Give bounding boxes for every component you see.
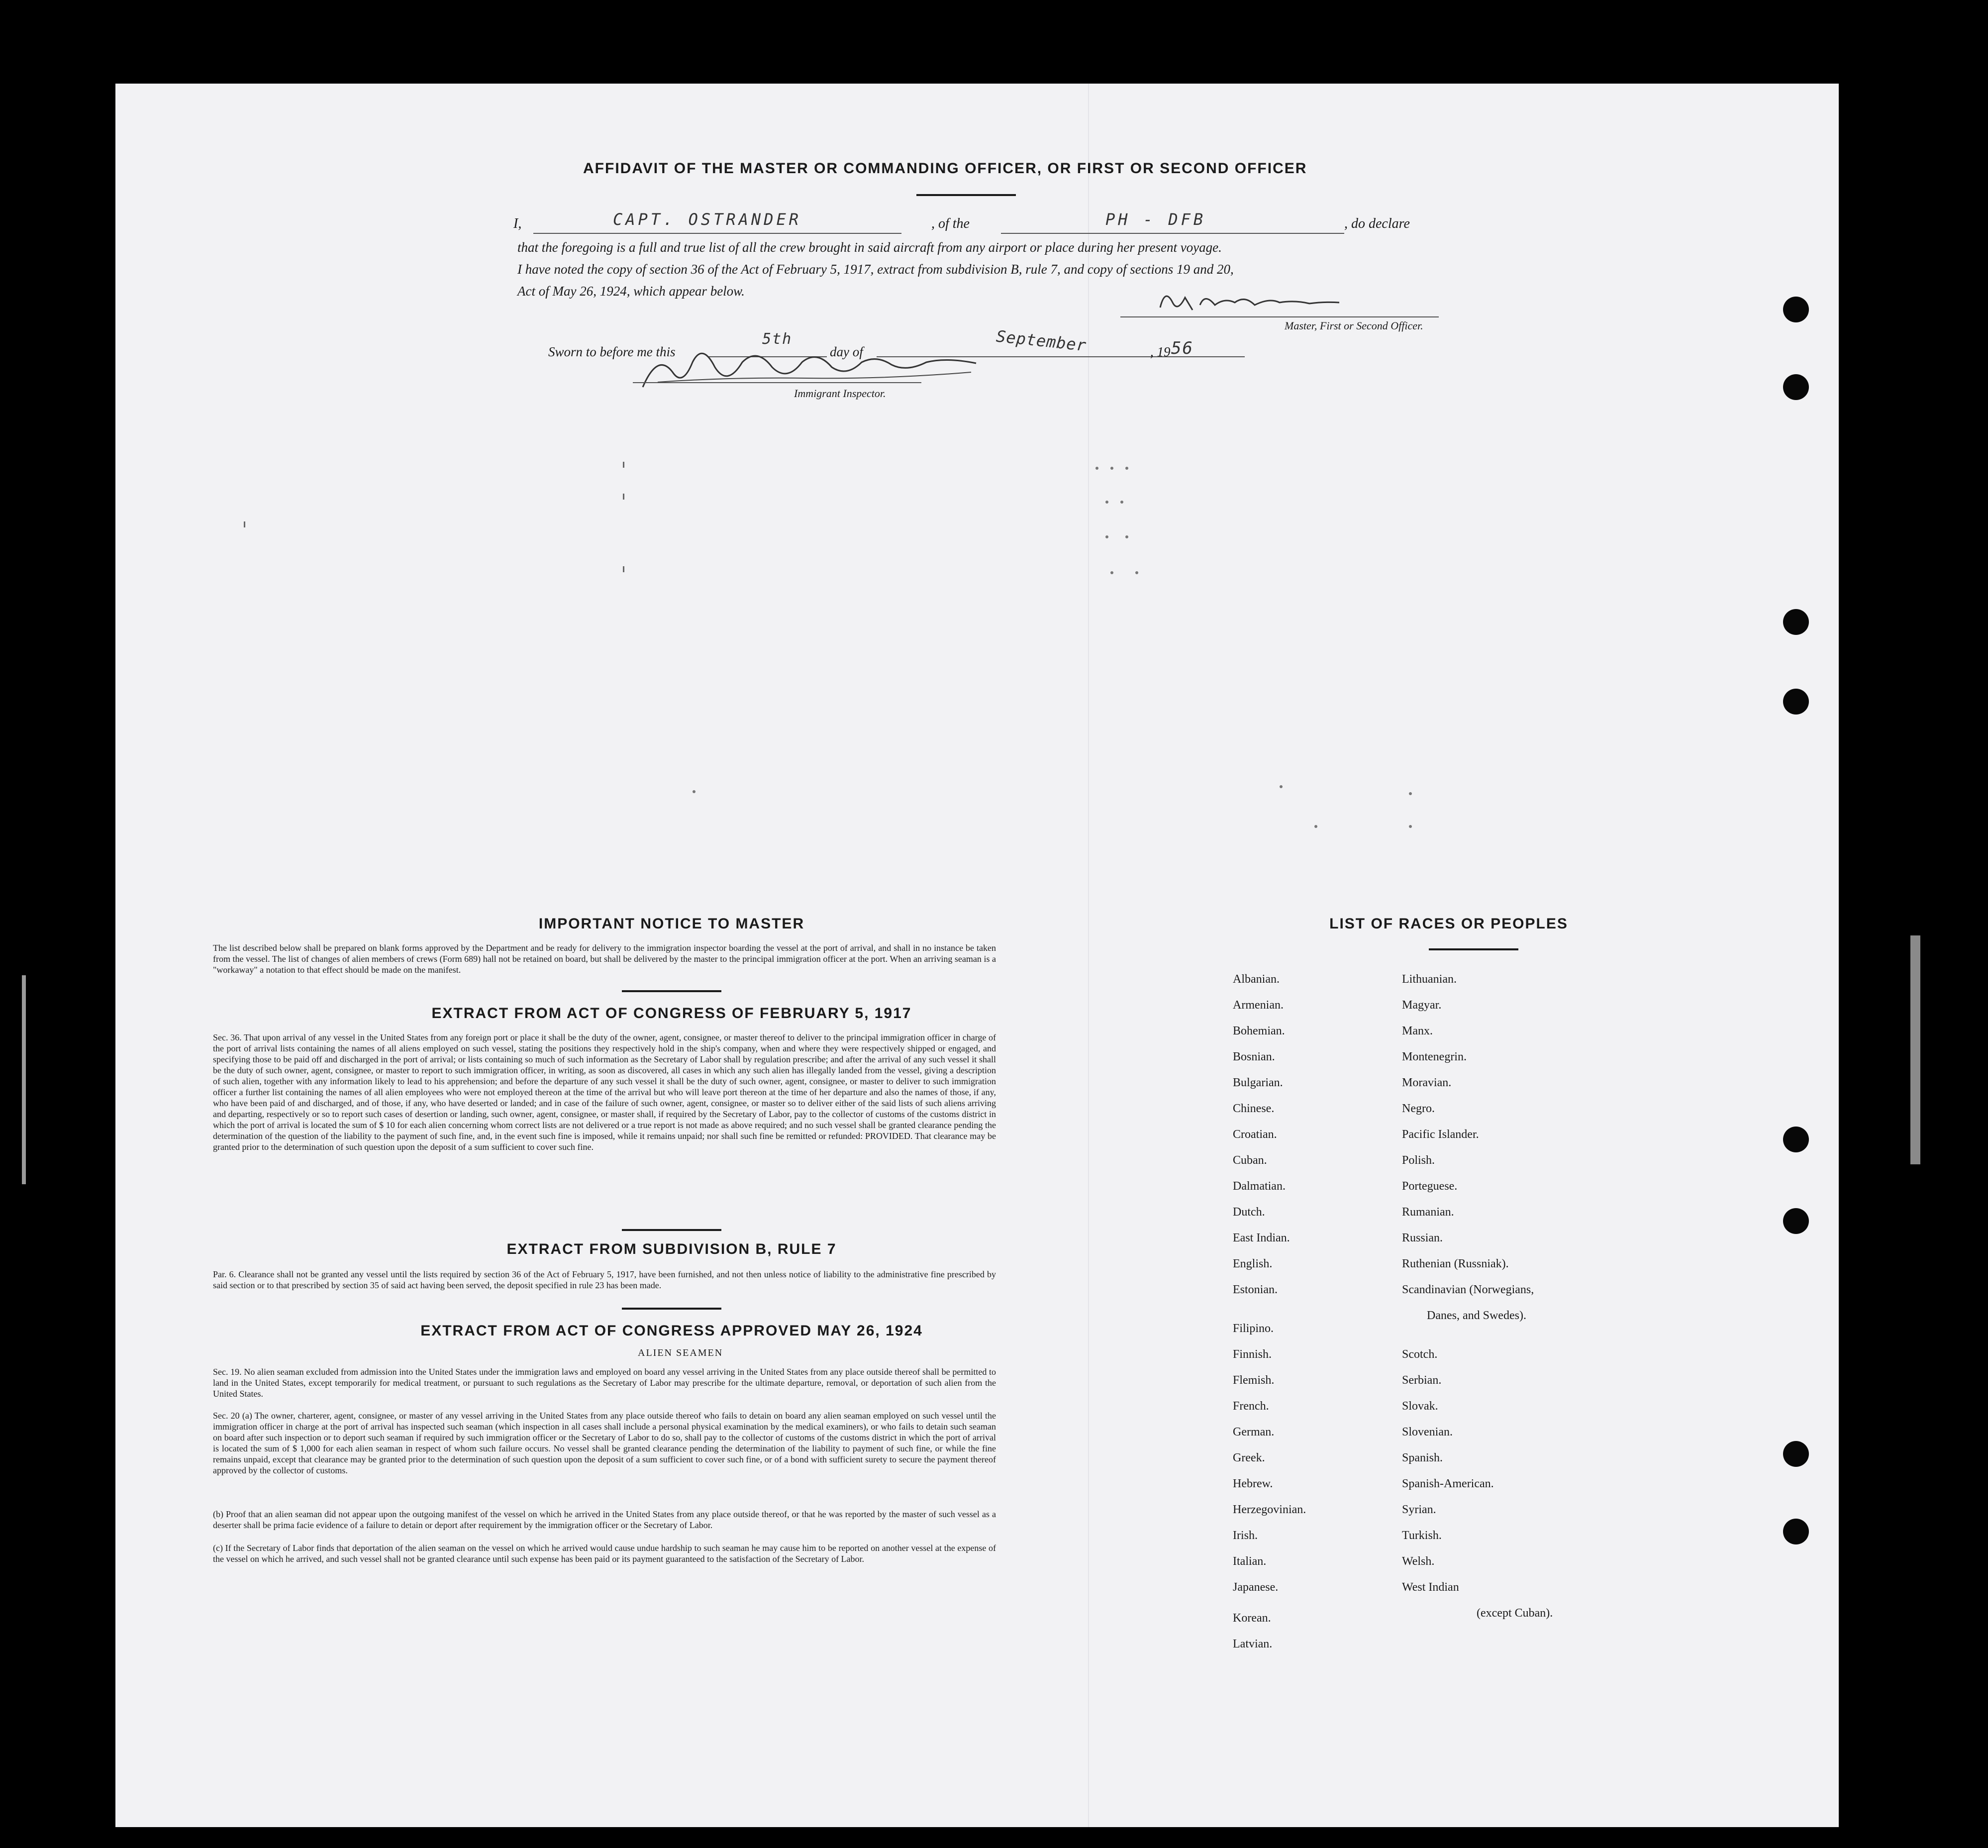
race-item: Bosnian.: [1233, 1050, 1275, 1063]
race-item: Italian.: [1233, 1555, 1267, 1568]
race-item: Danes, and Swedes).: [1427, 1309, 1526, 1322]
notice-rule: [622, 990, 721, 992]
race-item: Greek.: [1233, 1451, 1265, 1464]
extract-1924-sec19: Sec. 19. No alien seaman excluded from admission into the United States under the immigration laws and employed on board any vessel arriving in the United States from any place outside thereof shall be permitted to land in the United States, except temporarily for medical treatment, or pursuant to such regulations as the Secretary of Labor may prescribe for the ultimate departure, removal, or deportation of such alien from the United States.: [213, 1367, 996, 1399]
day-field: 5th: [762, 330, 793, 348]
race-item: Porteguese.: [1402, 1180, 1458, 1193]
page-fold: [1088, 84, 1089, 1827]
speck: [623, 566, 624, 572]
extract-1917-rule: [622, 1229, 721, 1231]
race-item: Spanish.: [1402, 1451, 1443, 1464]
speck: [1110, 571, 1113, 574]
race-item: Scotch.: [1402, 1348, 1438, 1361]
speck: [1409, 825, 1412, 828]
race-item: Flemish.: [1233, 1374, 1275, 1387]
speck: [1125, 467, 1128, 470]
race-item: Filipino.: [1233, 1322, 1274, 1335]
race-item: Latvian.: [1233, 1638, 1273, 1650]
extract-1924-title: EXTRACT FROM ACT OF CONGRESS APPROVED MAY 26, 1924: [420, 1323, 923, 1339]
subdivision-rule: [622, 1308, 721, 1310]
subdivision-title: EXTRACT FROM SUBDIVISION B, RULE 7: [506, 1241, 837, 1257]
race-item: [1233, 1600, 1306, 1605]
race-item: Chinese.: [1233, 1102, 1275, 1115]
binder-hole: [1783, 297, 1809, 322]
master-signature-line: [1120, 316, 1439, 317]
document-sheet: [115, 84, 1839, 1827]
notice-text: The list described below shall be prepared on blank forms approved by the Department and be ready for delivery to the immigration inspector boarding the vessel at the port of arrival, and shall in no instance be taken from the vessel. The list of changes of alien members of crews (Form 689) hall not be retained on board, but shall be delivered by the master to the principal immigration officer at the port. When an arriving seaman is a "workaway" a notation to that effect should be made on the manifest.: [213, 943, 996, 975]
film-edge-mark: [22, 975, 26, 1184]
inspector-caption: Immigrant Inspector.: [794, 387, 886, 400]
race-item: Dalmatian.: [1233, 1180, 1286, 1193]
races-column-1: [1233, 966, 1306, 1657]
speck: [1095, 467, 1098, 470]
race-item: Lithuanian.: [1402, 973, 1457, 986]
race-item: Herzegovinian.: [1233, 1503, 1306, 1516]
subdivision-text: Par. 6. Clearance shall not be granted any vessel until the lists required by section 36 of the Act of February 5, 1917, have been furnished, and not then unless notice of liability to the administrative fine prescribed by said section or to that prescribed by section 35 of said act having been served, the deposit specified in rule 23 has been made.: [213, 1269, 996, 1290]
race-item: Irish.: [1233, 1529, 1258, 1542]
day-of-label: day of: [830, 344, 863, 359]
race-item: English.: [1233, 1257, 1273, 1270]
race-item: Korean.: [1233, 1612, 1271, 1625]
affidavit-title-rule: [916, 194, 1016, 196]
speck: [623, 494, 624, 500]
speck: [623, 462, 624, 468]
aircraft-line: [1001, 233, 1344, 234]
year-prefix: , 19: [1150, 344, 1171, 359]
extract-1924-subtitle: ALIEN SEAMEN: [638, 1347, 723, 1358]
affidavit-title: AFFIDAVIT OF THE MASTER OR COMMANDING OFFICER, OR FIRST OR SECOND OFFICER: [583, 160, 1307, 177]
race-item: Montenegrin.: [1402, 1050, 1467, 1063]
race-item: Welsh.: [1402, 1555, 1435, 1568]
race-item: Ruthenian (Russniak).: [1402, 1257, 1509, 1270]
binder-hole: [1783, 374, 1809, 400]
extract-1917-title: EXTRACT FROM ACT OF CONGRESS OF FEBRUARY 5, 1917: [431, 1005, 912, 1022]
film-edge-mark: [1910, 935, 1920, 1164]
race-item: Dutch.: [1233, 1206, 1265, 1219]
race-item: (except Cuban).: [1477, 1607, 1553, 1620]
speck: [1105, 501, 1108, 504]
race-item: Estonian.: [1233, 1283, 1278, 1296]
race-item: Finnish.: [1233, 1348, 1272, 1361]
affidavit-i-label: I,: [513, 216, 522, 231]
affidavit-line-3: I have noted the copy of section 36 of the Act of February 5, 1917, extract from subdivision B, rule 7, and copy of sections 19 and 20,: [517, 262, 1234, 277]
race-item: Scandinavian (Norwegians,: [1402, 1283, 1534, 1296]
extract-1924-sec20c: (c) If the Secretary of Labor finds that deportation of the alien seaman on the vessel on which he arrived would cause undue hardship to such seaman he may cause him to be reported on another vessel at the expense of the vessel on which he arrived, and such vessel shall not be granted clearance until such expense has been paid or its payment guaranteed to the satisfaction of the Secretary of Labor.: [213, 1543, 996, 1564]
race-item: German.: [1233, 1426, 1275, 1438]
aircraft-field: PH - DFB: [1105, 210, 1206, 229]
race-item: Moravian.: [1402, 1076, 1452, 1089]
binder-hole: [1783, 1441, 1809, 1467]
race-item: Polish.: [1402, 1154, 1435, 1167]
race-item: Bulgarian.: [1233, 1076, 1283, 1089]
races-column-2: [1402, 966, 1553, 1657]
race-item: Croatian.: [1233, 1128, 1277, 1141]
race-item: [1233, 1303, 1306, 1316]
race-item: Negro.: [1402, 1102, 1435, 1115]
race-item: Syrian.: [1402, 1503, 1436, 1516]
speck: [693, 790, 696, 793]
speck: [1105, 535, 1108, 538]
speck: [1314, 825, 1317, 828]
speck: [1409, 792, 1412, 795]
affidavit-line-2: that the foregoing is a full and true list of all the crew brought in said aircraft from any airport or place during her present voyage.: [517, 240, 1222, 255]
speck: [244, 521, 245, 527]
speck: [1120, 501, 1123, 504]
master-caption: Master, First or Second Officer.: [1285, 319, 1423, 332]
race-item: Magyar.: [1402, 999, 1442, 1012]
speck: [1125, 535, 1128, 538]
binder-hole: [1783, 1208, 1809, 1234]
race-item: Pacific Islander.: [1402, 1128, 1479, 1141]
race-item: Hebrew.: [1233, 1477, 1273, 1490]
race-item: Bohemian.: [1233, 1025, 1285, 1037]
race-item: Russian.: [1402, 1232, 1443, 1244]
race-item: Manx.: [1402, 1025, 1433, 1037]
race-item: Rumanian.: [1402, 1206, 1454, 1219]
race-item: Turkish.: [1402, 1529, 1442, 1542]
race-item: Cuban.: [1233, 1154, 1267, 1167]
binder-hole: [1783, 689, 1809, 715]
races-title-rule: [1429, 948, 1518, 950]
sworn-label: Sworn to before me this: [548, 344, 676, 359]
inspector-line: [633, 382, 921, 383]
race-item: Serbian.: [1402, 1374, 1442, 1387]
extract-1924-sec20b: (b) Proof that an alien seaman did not appear upon the outgoing manifest of the vessel on which he arrived in the United States from any place outside thereof, or that he was reported by the master of such vessel as a deserter shall be prima facie evidence of a failure to detain or deport after requirement by the immigration officer or the Secretary of Labor.: [213, 1509, 996, 1530]
master-signature: [1150, 283, 1369, 317]
speck: [1110, 467, 1113, 470]
captain-name-field: CAPT. OSTRANDER: [613, 210, 801, 229]
of-the-label: , of the: [931, 216, 970, 231]
race-item: Armenian.: [1233, 999, 1284, 1012]
races-title: LIST OF RACES OR PEOPLES: [1329, 916, 1568, 932]
speck: [1280, 785, 1283, 788]
extract-1924-sec20a: Sec. 20 (a) The owner, charterer, agent, consignee, or master of any vessel arriving in the United States from any place outside thereof who fails to detain on board any alien seaman employed on such vessel until the immigration officer in charge at the port of arrival has inspected such seaman (which inspection in all cases shall include a personal physical examination by the medical examiners), or who fails to detain such seaman on board after such inspection or to deport such seaman if required by such immigration officer or the Secretary of Labor to do so, shall pay to the collector of customs of the customs district in which the port of arrival is located the sum of $ 1,000 for each alien seaman in respect of whom such failure occurs. No vessel shall be granted clearance pending the determination of the liability to payment of such fine, or while the fine remains unpaid, except that clearance may be granted prior to the determination of such question upon the deposit of a sum sufficient to cover such fine, or of a bond with sufficient surety to secure the payment thereof approved by the collector of customs.: [213, 1411, 996, 1475]
year-field: 56: [1171, 338, 1193, 358]
extract-1917-text: Sec. 36. That upon arrival of any vessel in the United States from any foreign port or place it shall be the duty of the owner, agent, consignee, or master thereof to deliver to the principal immigration officer in charge of the port of arrival lists containing the names of all aliens employed on such vessel, stating the positions they respectively hold in the ship's company, when and where they were respectively shipped or engaged, and specifying those to be paid off and discharged in the port of arrival; or lists containing so much of such information as the Secretary of Labor shall by regulation prescribe; and after the arrival of any such vessel it shall be the duty of such owner, agent, consignee, or master to report to such immigration officer, in writing, as soon as discovered, all cases in which any such alien has illegally landed from the vessel, giving a description of such alien, together with any information likely to lead to his apprehension; and before the departure of any such vessel it shall be the duty of such owner, agent, consignee, or master to deliver to such immigration officer a further list containing the names of all alien employees who were not employed thereon at the time of the arrival but who will leave port thereon at the time of her departure and also the names of those, if any, who have been paid of and discharged, and of those, if any, who have deserted or landed; and in case of the failure of such owner, agent, consignee, or master so to deliver either of the said lists of such aliens arriving and departing, respectively or so to report such cases of desertion or landing, such owner, agent, consignee, or master shall, if required by the Secretary of Labor, pay to the collector of customs of the customs district in which the port of arrival is located the sum of $ 10 for each alien concerning whom correct lists are not delivered or a true report is not made as above required; and no such vessel shall be granted clearance pending the determination of the question of the liability to the payment of such fine, and, in the event such fine is imposed, while it remains unpaid; nor shall such fine be remitted or refunded: PROVIDED. That clearance may be granted prior to the determination of such question upon the deposit of a sum sufficient to cover such fine.: [213, 1032, 996, 1152]
binder-hole: [1783, 1519, 1809, 1544]
affidavit-line-4: Act of May 26, 1924, which appear below.: [517, 284, 745, 299]
speck: [1135, 571, 1138, 574]
captain-name-line: [533, 233, 901, 234]
race-item: Albanian.: [1233, 973, 1280, 986]
race-item: West Indian: [1402, 1581, 1459, 1594]
do-declare-label: , do declare: [1344, 216, 1410, 231]
race-item: French.: [1233, 1400, 1269, 1413]
race-item: Slovenian.: [1402, 1426, 1453, 1438]
race-item: Spanish-American.: [1402, 1477, 1494, 1490]
binder-hole: [1783, 609, 1809, 635]
race-item: Slovak.: [1402, 1400, 1438, 1413]
binder-hole: [1783, 1127, 1809, 1152]
race-item: Japanese.: [1233, 1581, 1279, 1594]
race-item: East Indian.: [1233, 1232, 1290, 1244]
race-item: [1402, 1631, 1553, 1657]
month-field: September: [995, 326, 1088, 355]
notice-title: IMPORTANT NOTICE TO MASTER: [538, 916, 805, 932]
